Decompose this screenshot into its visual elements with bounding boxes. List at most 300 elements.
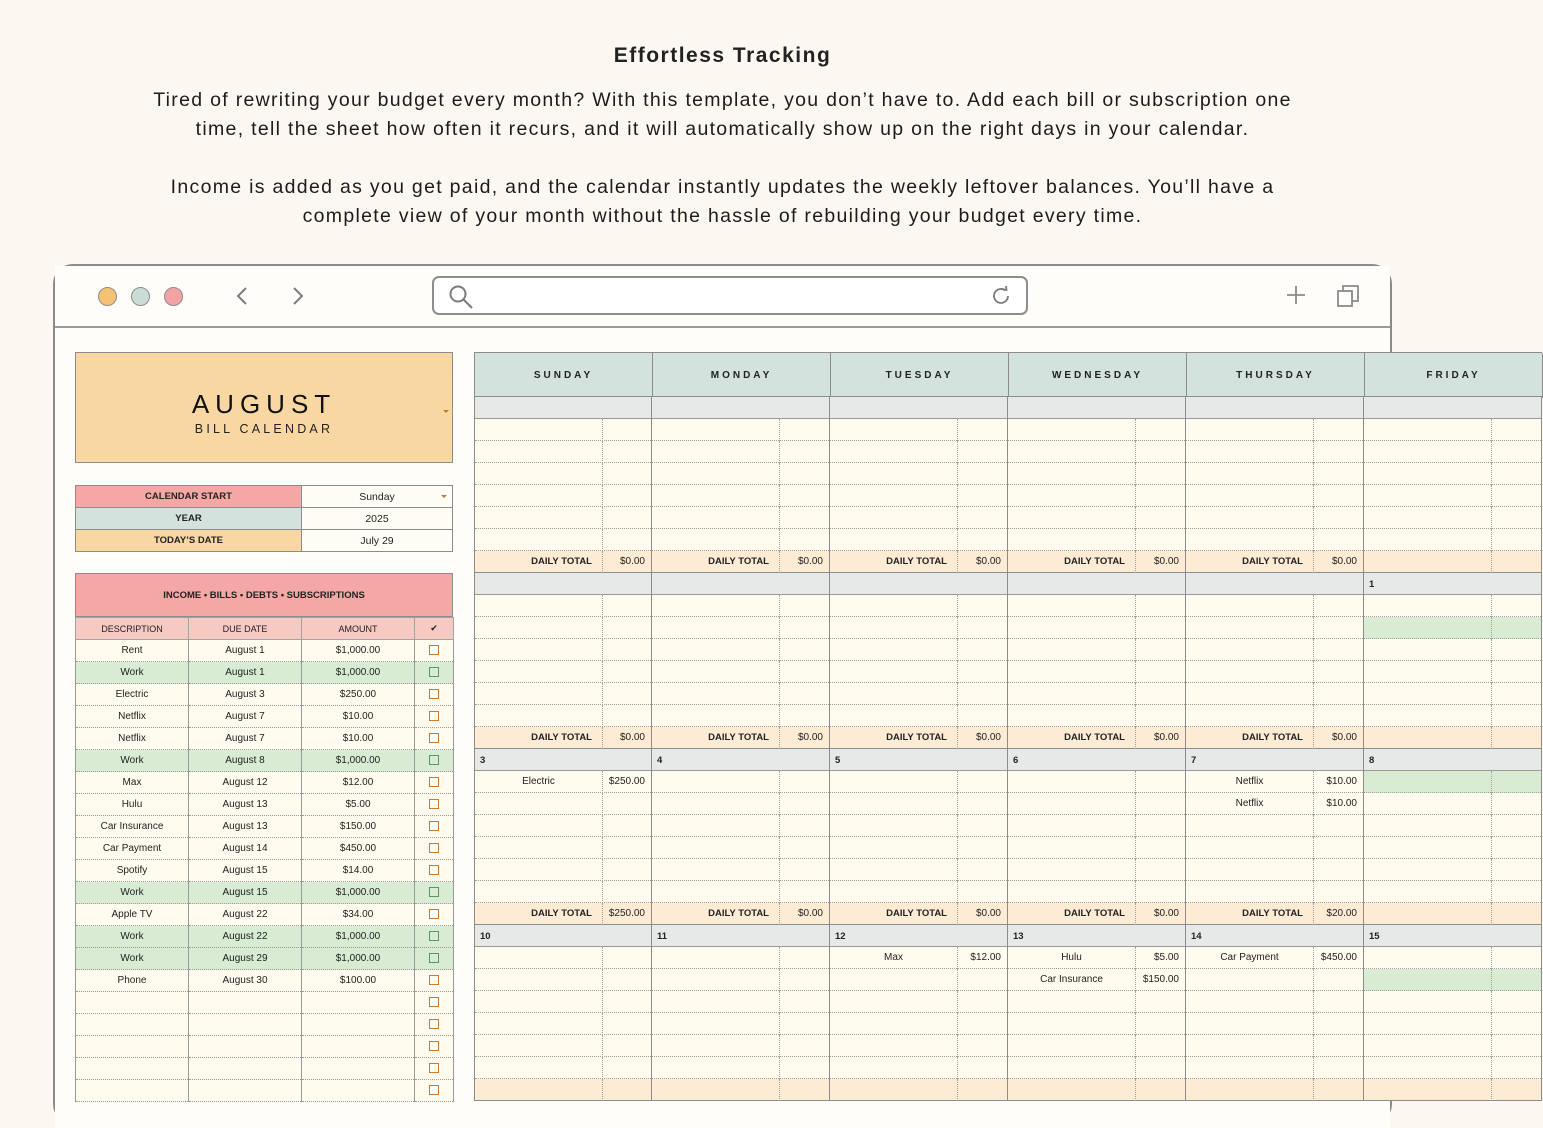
bill-due[interactable]: August 13 bbox=[189, 816, 302, 838]
bill-due[interactable]: August 7 bbox=[189, 728, 302, 750]
day-entry-row[interactable] bbox=[1364, 595, 1541, 617]
day-entry-row[interactable] bbox=[1364, 837, 1541, 859]
day-entry-row[interactable] bbox=[475, 1057, 651, 1079]
day-entry-row[interactable] bbox=[1008, 595, 1185, 617]
table-row[interactable] bbox=[76, 904, 454, 926]
calendar-day[interactable] bbox=[830, 925, 1008, 1101]
day-entry-row[interactable] bbox=[1364, 485, 1541, 507]
day-entry-row[interactable] bbox=[830, 595, 1007, 617]
day-entry-row[interactable] bbox=[475, 991, 651, 1013]
day-entry-row[interactable] bbox=[1186, 793, 1363, 815]
bill-amount[interactable]: $100.00 bbox=[302, 970, 415, 992]
bill-amount[interactable]: $12.00 bbox=[302, 772, 415, 794]
bill-due[interactable]: August 22 bbox=[189, 904, 302, 926]
day-entry-row[interactable] bbox=[652, 507, 829, 529]
table-row[interactable] bbox=[76, 1036, 454, 1058]
day-entry-row[interactable] bbox=[1364, 1013, 1541, 1035]
entry-description bbox=[475, 1035, 603, 1057]
entry-description bbox=[652, 507, 780, 529]
day-entry-row[interactable] bbox=[1186, 705, 1363, 727]
calendar-day[interactable] bbox=[1008, 397, 1186, 573]
paid-checkbox[interactable] bbox=[429, 1085, 439, 1095]
calendar-day[interactable] bbox=[474, 573, 652, 749]
day-entry-row[interactable] bbox=[1364, 793, 1541, 815]
day-entry-row[interactable] bbox=[1364, 507, 1541, 529]
day-entry-row[interactable] bbox=[1008, 771, 1185, 793]
day-entry-row[interactable] bbox=[652, 815, 829, 837]
day-entry-row[interactable] bbox=[652, 705, 829, 727]
table-row[interactable] bbox=[76, 728, 454, 750]
bill-amount[interactable]: $1,000.00 bbox=[302, 640, 415, 662]
day-entry-row[interactable] bbox=[652, 441, 829, 463]
bill-description[interactable]: Hulu bbox=[76, 794, 189, 816]
table-row[interactable] bbox=[76, 882, 454, 904]
day-entry-row[interactable] bbox=[1364, 1057, 1541, 1079]
day-entry-row[interactable] bbox=[1186, 969, 1363, 991]
day-entry-row[interactable] bbox=[475, 683, 651, 705]
bill-description[interactable]: Work bbox=[76, 882, 189, 904]
day-entry-row[interactable] bbox=[1008, 1057, 1185, 1079]
bill-due[interactable] bbox=[189, 1036, 302, 1058]
table-row[interactable] bbox=[76, 1014, 454, 1036]
paid-checkbox[interactable] bbox=[429, 843, 439, 853]
reload-icon[interactable] bbox=[990, 285, 1012, 307]
entry-amount bbox=[603, 881, 651, 903]
day-entry-row[interactable] bbox=[652, 463, 829, 485]
bill-due[interactable]: August 15 bbox=[189, 860, 302, 882]
day-entry-row[interactable] bbox=[830, 859, 1007, 881]
day-entry-row[interactable] bbox=[1008, 529, 1185, 551]
bill-due[interactable]: August 13 bbox=[189, 794, 302, 816]
day-entry-row[interactable] bbox=[830, 881, 1007, 903]
bill-due[interactable]: August 14 bbox=[189, 838, 302, 860]
day-entry-row[interactable] bbox=[1186, 507, 1363, 529]
calendar-day[interactable] bbox=[474, 749, 652, 925]
day-entry-row[interactable] bbox=[475, 705, 651, 727]
calendar-day[interactable] bbox=[1008, 925, 1186, 1101]
entry-amount bbox=[1314, 683, 1363, 705]
tabs-icon[interactable] bbox=[1335, 283, 1361, 309]
paid-checkbox[interactable] bbox=[429, 667, 439, 677]
day-entry-row[interactable] bbox=[1008, 969, 1185, 991]
day-entry-row[interactable] bbox=[1364, 441, 1541, 463]
table-row[interactable] bbox=[76, 926, 454, 948]
day-entry-row[interactable] bbox=[652, 485, 829, 507]
calendar-day[interactable] bbox=[474, 397, 652, 573]
chevron-right-icon[interactable] bbox=[284, 282, 310, 310]
day-entry-row[interactable] bbox=[830, 771, 1007, 793]
calendar-day[interactable] bbox=[652, 573, 830, 749]
table-row[interactable] bbox=[76, 816, 454, 838]
day-entry-row[interactable] bbox=[475, 771, 651, 793]
bill-amount[interactable]: $1,000.00 bbox=[302, 662, 415, 684]
day-entry-row[interactable] bbox=[1186, 595, 1363, 617]
day-entry-row[interactable] bbox=[1186, 837, 1363, 859]
day-entry-row[interactable] bbox=[652, 1035, 829, 1057]
bill-due[interactable] bbox=[189, 1014, 302, 1036]
entry-description bbox=[1364, 1035, 1492, 1057]
day-entry-row[interactable] bbox=[1186, 661, 1363, 683]
day-entry-row[interactable] bbox=[830, 661, 1007, 683]
day-entry-row[interactable] bbox=[1186, 881, 1363, 903]
day-entry-row[interactable] bbox=[830, 683, 1007, 705]
bill-description[interactable]: Netflix bbox=[76, 706, 189, 728]
chevron-down-icon[interactable] bbox=[443, 410, 449, 413]
day-entry-row[interactable] bbox=[475, 595, 651, 617]
bill-description[interactable] bbox=[76, 1080, 189, 1102]
day-entry-row[interactable] bbox=[475, 815, 651, 837]
day-entry-row[interactable] bbox=[830, 1035, 1007, 1057]
bill-due[interactable] bbox=[189, 1080, 302, 1102]
entry-amount bbox=[1314, 991, 1363, 1013]
window-close-dot[interactable] bbox=[164, 287, 183, 306]
day-entry-row[interactable] bbox=[475, 639, 651, 661]
day-entry-row[interactable] bbox=[1364, 617, 1541, 639]
calendar-day[interactable] bbox=[1364, 573, 1542, 749]
table-row[interactable] bbox=[76, 860, 454, 882]
day-entry-row[interactable] bbox=[830, 1057, 1007, 1079]
calendar-day[interactable] bbox=[830, 397, 1008, 573]
day-entry-row[interactable] bbox=[1008, 463, 1185, 485]
day-entry-row[interactable] bbox=[1186, 485, 1363, 507]
bill-amount[interactable] bbox=[302, 1058, 415, 1080]
bill-description[interactable]: Work bbox=[76, 926, 189, 948]
calendar-day[interactable] bbox=[1364, 925, 1542, 1101]
day-entry-row[interactable] bbox=[1364, 639, 1541, 661]
bill-description[interactable] bbox=[76, 1036, 189, 1058]
table-row[interactable] bbox=[76, 992, 454, 1014]
day-entry-row[interactable] bbox=[652, 419, 829, 441]
bill-description[interactable] bbox=[76, 992, 189, 1014]
day-entry-row[interactable] bbox=[1186, 529, 1363, 551]
calendar-day[interactable] bbox=[830, 749, 1008, 925]
table-row[interactable] bbox=[76, 838, 454, 860]
calendar-day[interactable] bbox=[1364, 397, 1542, 573]
day-entry-row[interactable] bbox=[1008, 947, 1185, 969]
day-entry-row[interactable] bbox=[1008, 991, 1185, 1013]
day-entry-row[interactable] bbox=[830, 837, 1007, 859]
day-entry-row[interactable] bbox=[830, 969, 1007, 991]
bill-paid-cell bbox=[415, 728, 454, 750]
paid-checkbox[interactable] bbox=[429, 1041, 439, 1051]
bill-due[interactable]: August 29 bbox=[189, 948, 302, 970]
day-entry-row[interactable] bbox=[1186, 771, 1363, 793]
table-row[interactable] bbox=[76, 640, 454, 662]
day-entry-row[interactable] bbox=[652, 793, 829, 815]
day-entry-row[interactable] bbox=[475, 969, 651, 991]
day-entry-row[interactable] bbox=[652, 881, 829, 903]
day-entry-row[interactable] bbox=[1186, 1013, 1363, 1035]
day-entry-row[interactable] bbox=[1186, 463, 1363, 485]
bill-description[interactable]: Car Payment bbox=[76, 838, 189, 860]
day-entry-row[interactable] bbox=[1008, 441, 1185, 463]
day-entry-row[interactable] bbox=[1008, 507, 1185, 529]
day-entry-row[interactable] bbox=[1186, 1035, 1363, 1057]
day-entry-row[interactable] bbox=[475, 837, 651, 859]
day-entry-row[interactable] bbox=[830, 991, 1007, 1013]
table-row[interactable] bbox=[76, 948, 454, 970]
table-row[interactable] bbox=[76, 794, 454, 816]
day-entry-row[interactable] bbox=[1008, 837, 1185, 859]
paid-checkbox[interactable] bbox=[429, 1063, 439, 1073]
bill-due[interactable]: August 3 bbox=[189, 684, 302, 706]
day-entry-row[interactable] bbox=[475, 485, 651, 507]
day-entry-row[interactable] bbox=[1364, 947, 1541, 969]
day-entry-row[interactable] bbox=[830, 463, 1007, 485]
day-entry-row[interactable] bbox=[652, 1013, 829, 1035]
calendar-day[interactable] bbox=[1186, 397, 1364, 573]
paid-checkbox[interactable] bbox=[429, 931, 439, 941]
hero-paragraph-2 bbox=[90, 173, 1355, 231]
bill-description[interactable]: Spotify bbox=[76, 860, 189, 882]
day-entry-row[interactable] bbox=[830, 793, 1007, 815]
table-row[interactable] bbox=[76, 970, 454, 992]
bill-description[interactable]: Electric bbox=[76, 684, 189, 706]
day-entry-row[interactable] bbox=[830, 419, 1007, 441]
day-entry-row[interactable] bbox=[652, 661, 829, 683]
day-entry-row[interactable] bbox=[475, 529, 651, 551]
paid-checkbox[interactable] bbox=[429, 733, 439, 743]
daily-total-label: DAILY TOTAL bbox=[1008, 551, 1136, 573]
chevron-down-icon[interactable] bbox=[441, 495, 447, 498]
plus-icon[interactable] bbox=[1284, 283, 1308, 307]
bill-amount[interactable]: $34.00 bbox=[302, 904, 415, 926]
day-entry-row[interactable] bbox=[652, 639, 829, 661]
paid-checkbox[interactable] bbox=[429, 645, 439, 655]
daily-total-row bbox=[1364, 1079, 1541, 1101]
bill-amount[interactable]: $10.00 bbox=[302, 728, 415, 750]
bill-description[interactable]: Phone bbox=[76, 970, 189, 992]
bill-amount[interactable]: $250.00 bbox=[302, 684, 415, 706]
bill-amount[interactable]: $150.00 bbox=[302, 816, 415, 838]
day-entry-row[interactable] bbox=[1364, 969, 1541, 991]
day-entry-row[interactable] bbox=[1008, 859, 1185, 881]
bill-due[interactable]: August 12 bbox=[189, 772, 302, 794]
day-entry-row[interactable] bbox=[830, 617, 1007, 639]
bill-description[interactable]: Car Insurance bbox=[76, 816, 189, 838]
bill-due[interactable]: August 22 bbox=[189, 926, 302, 948]
day-entry-row[interactable] bbox=[1008, 1013, 1185, 1035]
day-entry-row[interactable] bbox=[830, 1013, 1007, 1035]
day-entry-row[interactable] bbox=[1008, 683, 1185, 705]
table-row[interactable] bbox=[76, 662, 454, 684]
table-row[interactable] bbox=[76, 750, 454, 772]
table-row[interactable] bbox=[76, 772, 454, 794]
day-entry-row[interactable] bbox=[1008, 661, 1185, 683]
day-entry-row[interactable] bbox=[1364, 1035, 1541, 1057]
bill-description[interactable]: Apple TV bbox=[76, 904, 189, 926]
day-entry-row[interactable] bbox=[1364, 991, 1541, 1013]
bill-due[interactable] bbox=[189, 992, 302, 1014]
calendar-day[interactable] bbox=[652, 749, 830, 925]
bill-amount[interactable]: $1,000.00 bbox=[302, 750, 415, 772]
month-header[interactable] bbox=[75, 352, 453, 463]
bill-amount[interactable]: $14.00 bbox=[302, 860, 415, 882]
calendar-day[interactable] bbox=[830, 573, 1008, 749]
day-entry-row[interactable] bbox=[1364, 859, 1541, 881]
day-entry-row[interactable] bbox=[652, 947, 829, 969]
day-entry-row[interactable] bbox=[1364, 529, 1541, 551]
calendar-day[interactable] bbox=[1008, 573, 1186, 749]
calendar-day[interactable] bbox=[1186, 573, 1364, 749]
bill-amount[interactable]: $10.00 bbox=[302, 706, 415, 728]
day-entry-row[interactable] bbox=[652, 837, 829, 859]
paid-checkbox[interactable] bbox=[429, 953, 439, 963]
day-entry-row[interactable] bbox=[1008, 1035, 1185, 1057]
calendar-day[interactable] bbox=[652, 925, 830, 1101]
day-entry-row[interactable] bbox=[830, 639, 1007, 661]
day-entry-row[interactable] bbox=[475, 507, 651, 529]
day-entry-row[interactable] bbox=[1364, 683, 1541, 705]
day-entry-row[interactable] bbox=[652, 1057, 829, 1079]
window-maximize-dot[interactable] bbox=[131, 287, 150, 306]
bill-due[interactable]: August 1 bbox=[189, 662, 302, 684]
entry-amount bbox=[958, 881, 1007, 903]
day-entry-row[interactable] bbox=[1186, 947, 1363, 969]
day-entry-row[interactable] bbox=[1008, 815, 1185, 837]
bill-amount[interactable] bbox=[302, 1014, 415, 1036]
bill-description[interactable] bbox=[76, 1058, 189, 1080]
bill-description[interactable] bbox=[76, 1014, 189, 1036]
paid-checkbox[interactable] bbox=[429, 887, 439, 897]
day-entry-row[interactable] bbox=[652, 771, 829, 793]
entry-amount bbox=[1314, 815, 1363, 837]
day-entry-row[interactable] bbox=[652, 617, 829, 639]
paid-checkbox[interactable] bbox=[429, 909, 439, 919]
day-entry-row[interactable] bbox=[475, 617, 651, 639]
chevron-left-icon[interactable] bbox=[230, 282, 256, 310]
bill-due[interactable]: August 7 bbox=[189, 706, 302, 728]
bill-amount[interactable]: $1,000.00 bbox=[302, 882, 415, 904]
day-entry-row[interactable] bbox=[1008, 617, 1185, 639]
day-entry-row[interactable] bbox=[1364, 419, 1541, 441]
day-entry-row[interactable] bbox=[1186, 683, 1363, 705]
day-entry-row[interactable] bbox=[830, 947, 1007, 969]
bill-amount[interactable]: $5.00 bbox=[302, 794, 415, 816]
paid-checkbox[interactable] bbox=[429, 821, 439, 831]
day-entry-row[interactable] bbox=[475, 1013, 651, 1035]
bill-description[interactable]: Work bbox=[76, 948, 189, 970]
day-entry-row[interactable] bbox=[1008, 485, 1185, 507]
calendar-day[interactable] bbox=[1186, 925, 1364, 1101]
table-row[interactable] bbox=[76, 706, 454, 728]
bill-due[interactable]: August 15 bbox=[189, 882, 302, 904]
day-entry-row[interactable] bbox=[1186, 617, 1363, 639]
day-entry-row[interactable] bbox=[1008, 705, 1185, 727]
table-row[interactable] bbox=[76, 1080, 454, 1102]
paid-checkbox[interactable] bbox=[429, 799, 439, 809]
day-entry-row[interactable] bbox=[1364, 881, 1541, 903]
day-entry-row[interactable] bbox=[652, 529, 829, 551]
day-entry-row[interactable] bbox=[475, 947, 651, 969]
day-entry-row[interactable] bbox=[475, 661, 651, 683]
calendar-start-select[interactable] bbox=[302, 486, 453, 508]
window-minimize-dot[interactable] bbox=[98, 287, 117, 306]
day-entry-row[interactable] bbox=[1186, 639, 1363, 661]
day-entry-row[interactable] bbox=[1364, 815, 1541, 837]
day-entry-row[interactable] bbox=[652, 683, 829, 705]
day-entry-row[interactable] bbox=[1186, 1057, 1363, 1079]
paid-checkbox[interactable] bbox=[429, 689, 439, 699]
day-entry-row[interactable] bbox=[1186, 815, 1363, 837]
table-row[interactable] bbox=[76, 684, 454, 706]
day-entry-row[interactable] bbox=[475, 419, 651, 441]
bill-amount[interactable]: $1,000.00 bbox=[302, 926, 415, 948]
day-entry-row[interactable] bbox=[1186, 991, 1363, 1013]
day-entry-row[interactable] bbox=[1008, 419, 1185, 441]
address-bar[interactable] bbox=[432, 276, 1028, 315]
day-entry-row[interactable] bbox=[475, 441, 651, 463]
day-entry-row[interactable] bbox=[830, 529, 1007, 551]
table-row[interactable] bbox=[76, 1058, 454, 1080]
calendar-day[interactable] bbox=[1186, 749, 1364, 925]
day-entry-row[interactable] bbox=[1186, 859, 1363, 881]
calendar-day[interactable] bbox=[652, 397, 830, 573]
paid-checkbox[interactable] bbox=[429, 975, 439, 985]
day-entry-row[interactable] bbox=[1364, 705, 1541, 727]
bill-due[interactable] bbox=[189, 1058, 302, 1080]
day-entry-row[interactable] bbox=[475, 881, 651, 903]
day-entry-row[interactable] bbox=[652, 595, 829, 617]
day-entry-row[interactable] bbox=[1364, 661, 1541, 683]
bill-description[interactable]: Netflix bbox=[76, 728, 189, 750]
calendar-day[interactable] bbox=[1008, 749, 1186, 925]
day-entry-row[interactable] bbox=[1364, 463, 1541, 485]
paid-checkbox[interactable] bbox=[429, 755, 439, 765]
day-entry-row[interactable] bbox=[830, 815, 1007, 837]
day-entry-row[interactable] bbox=[830, 507, 1007, 529]
bill-due[interactable]: August 30 bbox=[189, 970, 302, 992]
bill-amount[interactable] bbox=[302, 1080, 415, 1102]
year-field[interactable]: 2025 bbox=[302, 508, 453, 530]
calendar-day[interactable] bbox=[474, 925, 652, 1101]
day-entry-row[interactable] bbox=[475, 793, 651, 815]
bill-description[interactable]: Work bbox=[76, 662, 189, 684]
paid-checkbox[interactable] bbox=[429, 1019, 439, 1029]
bill-amount[interactable] bbox=[302, 992, 415, 1014]
paid-checkbox[interactable] bbox=[429, 865, 439, 875]
day-entry-row[interactable] bbox=[1008, 881, 1185, 903]
day-entry-row[interactable] bbox=[830, 441, 1007, 463]
paid-checkbox[interactable] bbox=[429, 997, 439, 1007]
bill-amount[interactable]: $1,000.00 bbox=[302, 948, 415, 970]
calendar-day[interactable] bbox=[1364, 749, 1542, 925]
day-entry-row[interactable] bbox=[1364, 771, 1541, 793]
bill-description[interactable]: Max bbox=[76, 772, 189, 794]
day-entry-row[interactable] bbox=[652, 859, 829, 881]
day-entry-row[interactable] bbox=[475, 859, 651, 881]
day-entry-row[interactable] bbox=[475, 463, 651, 485]
bill-due[interactable]: August 8 bbox=[189, 750, 302, 772]
day-entry-row[interactable] bbox=[830, 485, 1007, 507]
bill-amount[interactable] bbox=[302, 1036, 415, 1058]
day-entry-row[interactable] bbox=[1186, 441, 1363, 463]
bill-due[interactable]: August 1 bbox=[189, 640, 302, 662]
day-entry-row[interactable] bbox=[1008, 793, 1185, 815]
day-entry-row[interactable] bbox=[475, 1035, 651, 1057]
paid-checkbox[interactable] bbox=[429, 777, 439, 787]
day-entry-row[interactable] bbox=[1008, 639, 1185, 661]
day-entry-row[interactable] bbox=[652, 991, 829, 1013]
bill-amount[interactable]: $450.00 bbox=[302, 838, 415, 860]
day-entry-row[interactable] bbox=[652, 969, 829, 991]
bill-description[interactable]: Work bbox=[76, 750, 189, 772]
bill-description[interactable]: Rent bbox=[76, 640, 189, 662]
day-entry-row[interactable] bbox=[830, 705, 1007, 727]
todays-date-field[interactable]: July 29 bbox=[302, 530, 453, 552]
day-entry-row[interactable] bbox=[1186, 419, 1363, 441]
paid-checkbox[interactable] bbox=[429, 711, 439, 721]
